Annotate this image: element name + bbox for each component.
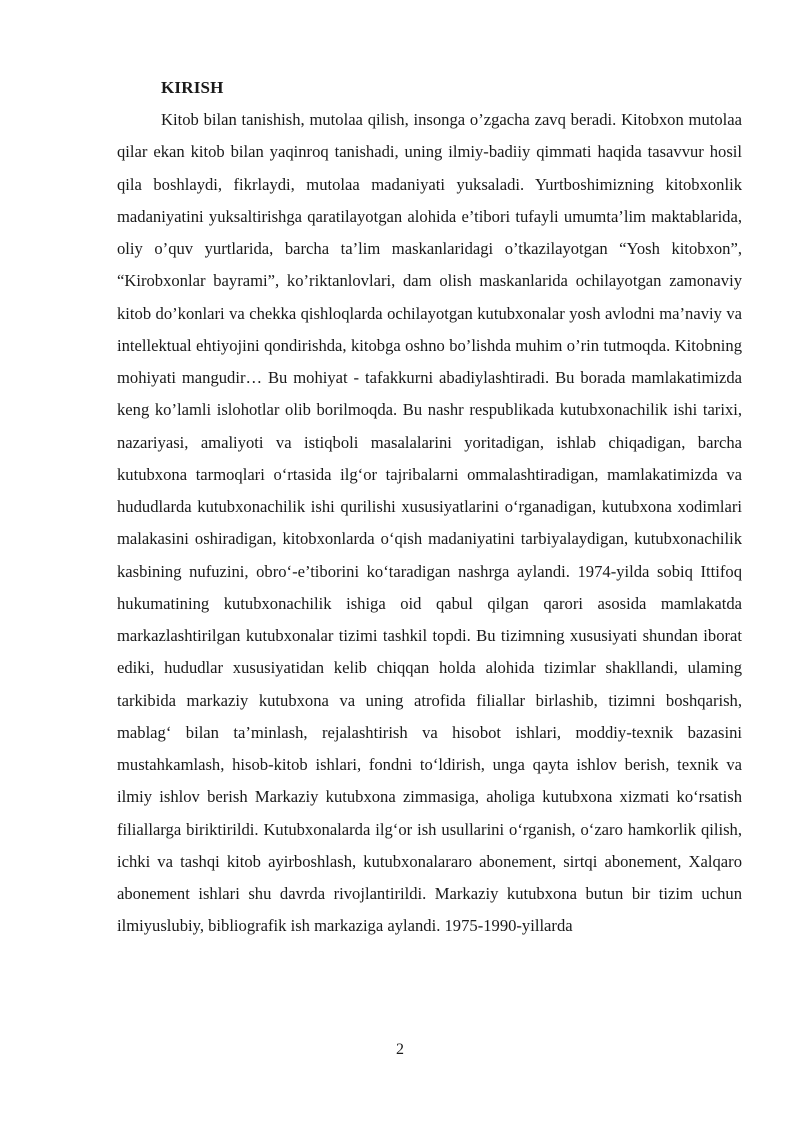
document-page — [117, 72, 742, 943]
body-paragraph: Kitob bilan tanishish, mutolaa qilish, insonga o’zgacha zavq beradi. Kitobxon mutolaa qilar ekan kitob bilan yaqinroq tanishadi, uning ilmiy-badiiy qimmati haqida tasavvur hosil qila boshlaydi, fikrlaydi, mutolaa madaniyati yuksaladi. Yurtboshimizning kitobxonlik madaniyatini yuksaltirishga qaratilayotgan alohida e’tibori tufayli umumta’lim maktablarida, oliy o’quv yurtlarida, barcha ta’lim maskanlaridagi o’tkazilayotgan “Yosh kitobxon”, “Kirobxonlar bayrami”, ko’riktanlovlari, dam olish maskanlarida ochilayotgan zamonaviy kitob do’konlari va chekka qishloqlarda ochilayotgan kutubxonalar yosh avlodni ma’naviy va intellektual ehtiyojini qondirishda, kitobga oshno bo’lishda muhim o’rin tutmoqda. Kitobning mohiyati mangudir… Bu mohiyat - tafakkurni abadiylashtiradi. Bu borada mamlakatimizda keng ko’lamli islohotlar olib borilmoqda. Bu nashr respublikada kutubxonachilik ishi tarixi, nazariyasi, amaliyoti va istiqboli masalalarini yoritadigan, ishlab chiqadigan, barcha kutubxona tarmoqlari o‘rtasida ilg‘or tajribalarni ommalashtiradigan, mamlakatimizda va hududlarda kutubxonachilik ishi qurilishi xususiyatlarini o‘rganadigan, kutubxona xodimlari malakasini oshiradigan, kitobxonlarda o‘qish madaniyatini tarbiyalaydigan, kutubxonachilik kasbining nufuzini, obro‘-e’tiborini ko‘taradigan nashrga aylandi. 1974-yilda sobiq Ittifoq hukumatining kutubxonachilik ishiga oid qabul qilgan qarori asosida mamlakatda markazlashtirilgan kutubxonalar tizimi tashkil topdi. Bu tizimning xususiyati shundan iborat ediki, hududlar xususiyatidan kelib chiqqan holda alohida tizimlar shakllandi, ulaming tarkibida markaziy kutubxona va uning atrofida filiallar birlashib, tizimni boshqarish, mablag‘ bilan ta’minlash, rejalashtirish va hisobot ishlari, moddiy-texnik bazasini mustahkamlash, hisob-kitob ishlari, fondni to‘ldirish, unga qayta ishlov berish, texnik va ilmiy ishlov berish Markaziy kutubxona zimmasiga, aholiga kutubxona xizmati ko‘rsatish filiallarga biriktirildi. Kutubxonalarda ilg‘or ish usullarini o‘rganish, o‘zaro hamkorlik qilish, ichki va tashqi kitob ayirboshlash, kutubxonalararo abonement, sirtqi abonement, Xalqaro abonement ishlari shu davrda rivojlantirildi. Markaziy kutubxona butun bir tizim uchun ilmiyuslubiy, bibliografik ish markaziga aylandi. 1975-1990-yillarda — [117, 110, 742, 936]
page-number: 2 — [396, 1041, 404, 1058]
section-heading: KIRISH — [161, 78, 224, 97]
